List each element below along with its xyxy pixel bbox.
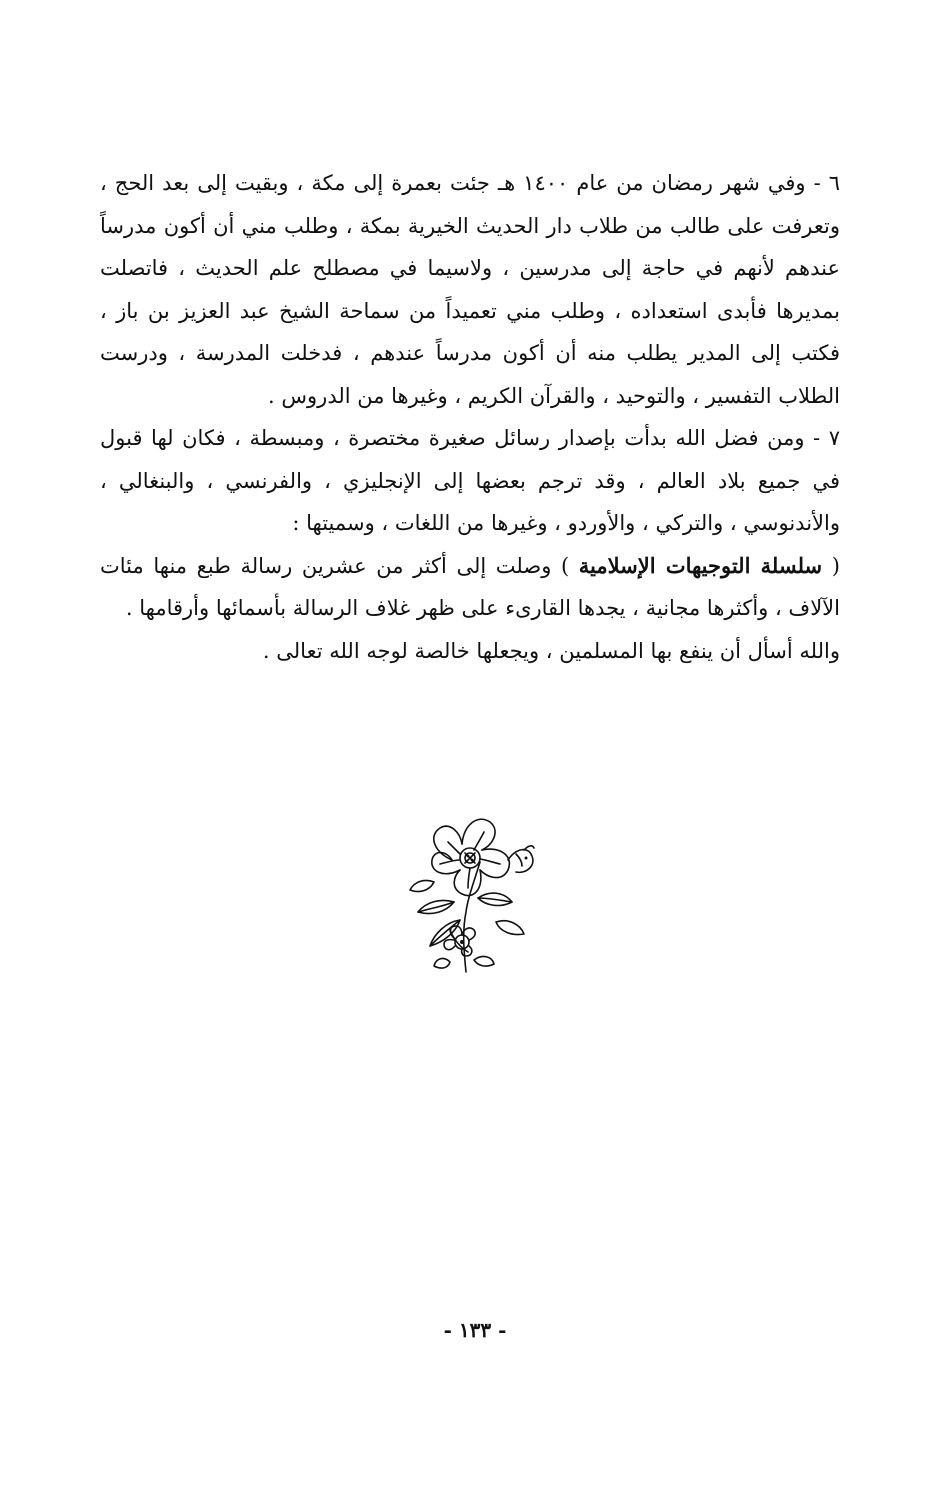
item-number: ٧ - (813, 426, 840, 450)
item-text: وفي شهر رمضان من عام ١٤٠٠ هـ جئت بعمرة إلى مكة ، وبقيت إلى بعد الحج ، وتعرفت على طالب من طلاب دار الحديث الخيرية بمكة ، وطلب مني أن أكون مدرساً عندهم لأنهم في حاجة إلى مدرسين ، ولاسيما في مصطلح علم الحديث ، فاتصلت بمديرها فأبدى استعداده ، وطلب مني تعميداً من سماحة الشيخ عبد العزيز بن باز ، فكتب إلى المدير يطلب منه أن أكون مدرساً عندهم ، فدخلت المدرسة ، ودرست الطلاب التفسير ، والتوحيد ، والقرآن الكريم ، وغيرها من الدروس . (100, 171, 840, 408)
item-number: ٦ - (813, 171, 840, 195)
closing-text: والله أسأل أن ينفع بها المسلمين ، ويجعلها خالصة لوجه الله تعالى . (262, 638, 840, 663)
series-text: ) وصلت إلى أكثر من عشرين رسالة طبع منها مئات الآلاف ، وأكثرها مجانية ، يجدها القارىء على ظهر غلاف الرسالة بأسمائها وأرقامها . (100, 553, 840, 620)
item-text: ومن فضل الله بدأت بإصدار رسائل صغيرة مختصرة ، ومبسطة ، فكان لها قبول في جميع بلاد العالم ، وقد ترجم بعضها إلى الإنجليزي ، والفرنسي ، والبنغالي ، والأندنوسي ، والتركي ، والأوردو ، وغيرها من اللغات ، وسميتها : (100, 426, 840, 535)
series-title: سلسلة التوجيهات الإسلامية (578, 552, 823, 578)
open-paren: ( (831, 553, 840, 578)
paragraph-closing (100, 630, 840, 673)
page-number: - ١٣٣ - (443, 1318, 507, 1342)
body-text (100, 162, 840, 672)
flower-ornament-icon (404, 802, 544, 977)
paragraph-item-7 (100, 417, 840, 545)
paragraph-series (100, 545, 840, 630)
paragraph-item-6 (100, 162, 840, 417)
